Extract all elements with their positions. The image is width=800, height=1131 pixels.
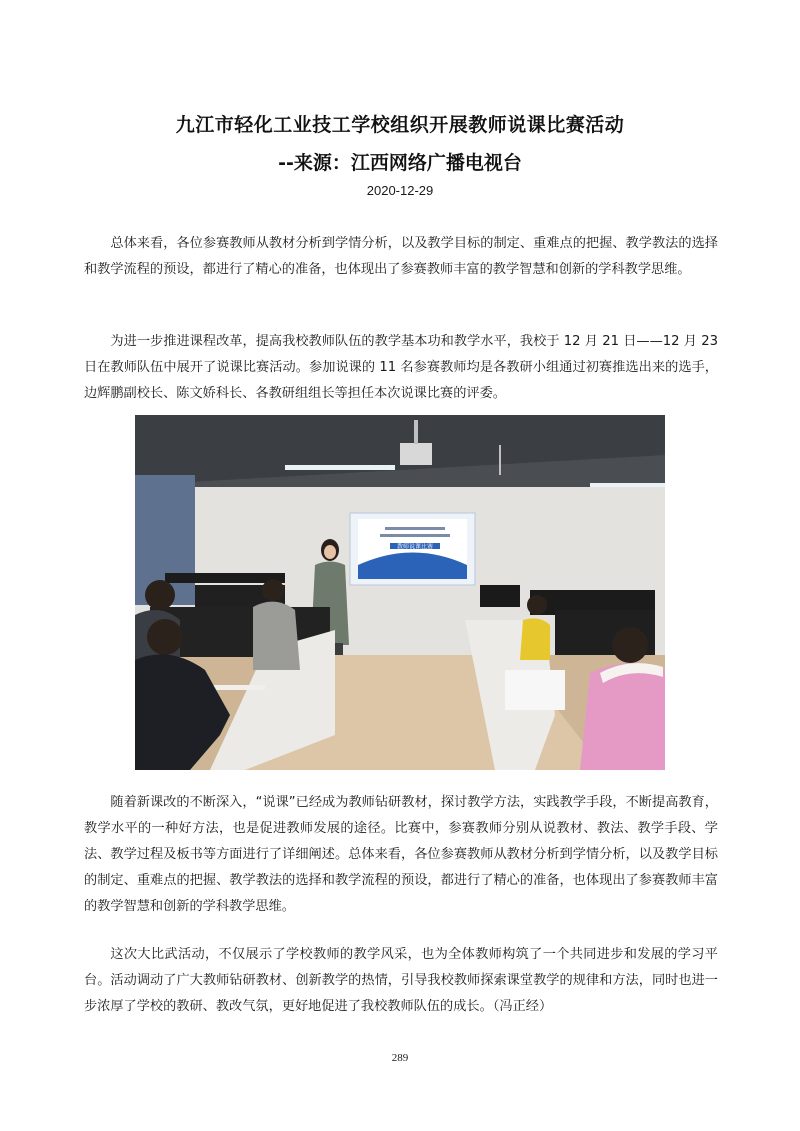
paragraph-3: 随着新课改的不断深入，“说课”已经成为教师钻研教材，探讨教学方法，实践教学手段，不断提高教育，教学水平的一种好方法，也是促进教师发展的途径。比赛中，参赛教师分别从说教材、教法、教学手段、学法、教学过程及板书等方面进行了详细阐述。总体来看，各位参赛教师从教材分析到学情分析，以及教学目标的制定、重难点的把握、教学教法的选择和教学流程的预设，都进行了精心的准备，也体现出了参赛教师丰富的教学智慧和创新的学科教学思维。 bbox=[84, 795, 718, 914]
photo-participant-front-right bbox=[612, 627, 648, 663]
photo-screen-title: 教师说课比赛 bbox=[396, 543, 434, 551]
event-photo bbox=[135, 415, 665, 770]
article-date: 2020-12-29 bbox=[366, 183, 434, 198]
photo-participant-front-left bbox=[147, 619, 183, 655]
article-source: --来源：江西网络广播电视台 bbox=[278, 152, 522, 174]
page-number: 289 bbox=[391, 1052, 409, 1064]
photo-projector bbox=[400, 443, 432, 465]
paragraph-4: 这次大比武活动，不仅展示了学校教师的教学风采，也为全体教师构筑了一个共同进步和发展的学习平台。活动调动了广大教师钻研教材、创新教学的热情，引导我校教师探索课堂教学的规律和方法，同时也进一步浓厚了学校的教研、教改气氛，更好地促进了我校教师队伍的成长。（冯正经） bbox=[84, 947, 718, 1014]
photo-ceiling-light bbox=[285, 465, 395, 470]
paragraph-1: 总体来看，各位参赛教师从教材分析到学情分析，以及教学目标的制定、重难点的把握、教学教法的选择和教学流程的预设，都进行了精心的准备，也体现出了参赛教师丰富的教学智慧和创新的学科教学思维。 bbox=[84, 236, 718, 277]
article-title: 九江市轻化工业技工学校组织开展教师说课比赛活动 bbox=[175, 114, 625, 136]
paragraph-2: 为进一步推进课程改革，提高我校教师队伍的教学基本功和教学水平，我校于 12 月 21 日——12 月 23 日在教师队伍中展开了说课比赛活动。参加说课的 11 名参赛教师均是各教研小组通过初赛推选出来的选手，边辉鹏副校长、陈文娇科长、各教研组组长等担任本次说课比赛的评委。 bbox=[84, 334, 718, 401]
